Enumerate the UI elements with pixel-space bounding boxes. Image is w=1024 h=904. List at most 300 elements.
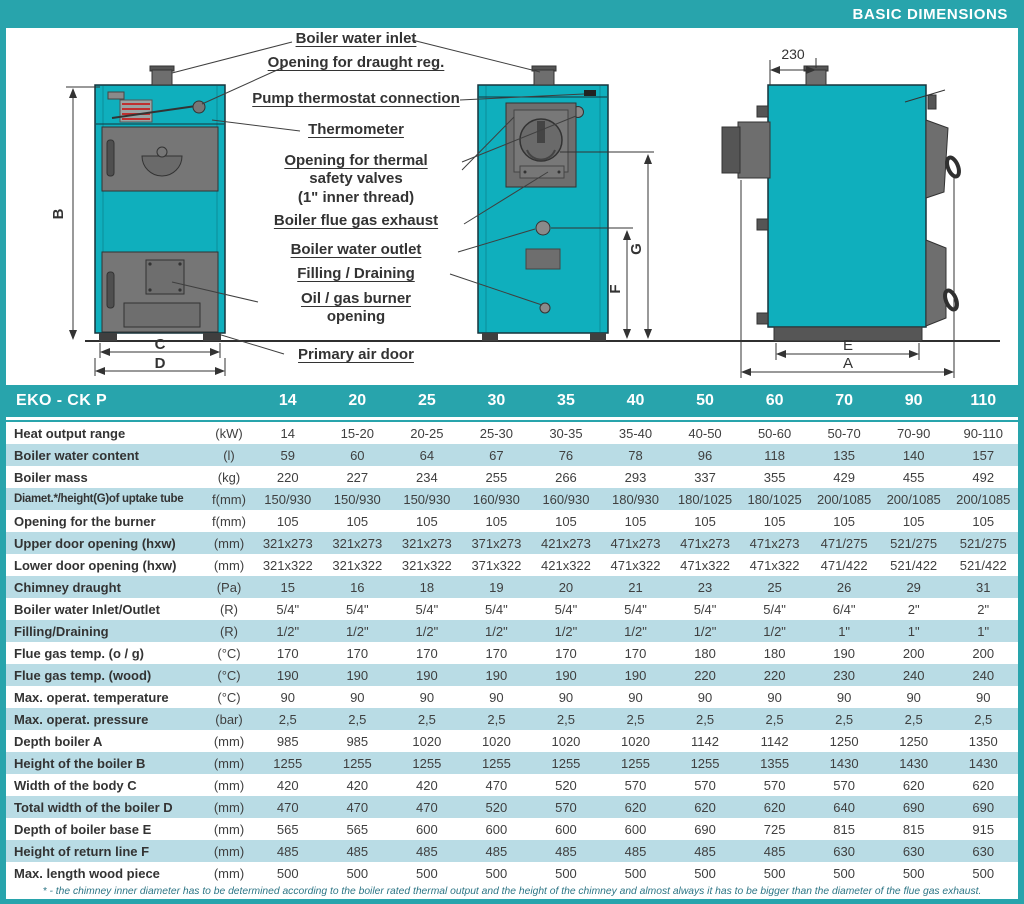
- pump-thermostat-connection: [584, 90, 596, 96]
- cell-value: 1350: [968, 733, 998, 749]
- cell-value: 620: [902, 777, 925, 793]
- model-column-header: 35: [557, 392, 575, 409]
- cell-value: 170: [485, 645, 508, 661]
- cell-value: 1020: [551, 733, 581, 749]
- cell-value: 5/4": [763, 601, 786, 617]
- cell-value: 1250: [829, 733, 859, 749]
- cell-value: 1255: [342, 755, 372, 771]
- row-unit: (kW): [215, 425, 243, 441]
- cell-value: 321x273: [332, 535, 383, 551]
- cell-value: 21: [628, 579, 643, 595]
- cell-value: 50-60: [757, 425, 792, 441]
- cell-value: 565: [276, 821, 299, 837]
- table-row: [6, 730, 1018, 752]
- table-row: [6, 554, 1018, 576]
- spec-table-header: [0, 385, 1024, 417]
- cell-value: 1142: [760, 733, 789, 749]
- cell-value: 521/275: [890, 535, 938, 551]
- cell-value: 16: [350, 579, 365, 595]
- cell-value: 67: [489, 447, 504, 463]
- lower-door-side: [926, 240, 946, 326]
- cell-value: 500: [902, 865, 925, 881]
- callout-flue-gas-exhaust: Boiler flue gas exhaust: [273, 212, 439, 229]
- cell-value: 1020: [481, 733, 511, 749]
- callout-opening-draught-reg: Opening for draught reg.: [267, 54, 445, 71]
- primary-air-door: [124, 303, 200, 327]
- cell-value: 190: [485, 667, 508, 683]
- row-unit: (°C): [217, 645, 241, 661]
- cell-value: 90: [906, 689, 921, 705]
- cell-value: 190: [624, 667, 647, 683]
- table-row: [6, 444, 1018, 466]
- cell-value: 170: [416, 645, 438, 661]
- cell-value: 2,5: [417, 711, 436, 727]
- row-unit: (mm): [213, 777, 245, 793]
- table-row: [6, 422, 1018, 444]
- row-unit: (bar): [215, 711, 243, 727]
- cell-value: 421x273: [541, 535, 591, 551]
- flue-pipe: [722, 122, 770, 178]
- boiler-water-outlet: [536, 221, 550, 235]
- cell-value: 485: [763, 843, 786, 859]
- cell-value: 565: [346, 821, 369, 837]
- row-label: Width of the body C: [14, 777, 137, 793]
- cell-value: 5/4": [693, 601, 717, 617]
- cell-value: 40-50: [688, 425, 722, 441]
- cell-value: 1/2": [554, 623, 578, 639]
- cell-value: 26: [836, 579, 852, 595]
- cell-value: 1020: [621, 733, 650, 749]
- row-unit: (°C): [217, 689, 241, 705]
- cell-value: 5/4": [415, 601, 439, 617]
- cell-value: 915: [972, 821, 995, 837]
- cell-value: 570: [763, 777, 786, 793]
- cell-value: 1": [838, 623, 851, 639]
- cell-value: 2,5: [487, 711, 506, 727]
- cell-value: 600: [624, 821, 647, 837]
- cell-value: 25-30: [479, 425, 514, 441]
- rating-plate: [526, 249, 560, 269]
- table-row: [6, 862, 1018, 884]
- table-row: [6, 598, 1018, 620]
- cell-value: 630: [972, 843, 995, 859]
- table-row: [6, 488, 1018, 510]
- cell-value: 570: [624, 777, 647, 793]
- cell-value: 96: [697, 447, 713, 463]
- cell-value: 1255: [481, 755, 511, 771]
- row-unit: (mm): [213, 755, 245, 771]
- cell-value: 355: [763, 469, 786, 485]
- cell-value: 20: [558, 579, 574, 595]
- callout-thermal-safety-valves: Opening for thermal safety valves (1" inner thread): [284, 152, 428, 206]
- row-unit: (kg): [217, 469, 241, 485]
- cell-value: 160/930: [472, 491, 520, 507]
- cell-value: 190: [833, 645, 855, 661]
- callout-pump-thermostat-connection: Pump thermostat connection: [252, 90, 460, 107]
- cell-value: 471x273: [749, 535, 800, 551]
- cell-value: 470: [485, 777, 508, 793]
- table-row: [6, 708, 1018, 730]
- cell-value: 1/2": [345, 623, 369, 639]
- cell-value: 190: [416, 667, 438, 683]
- cell-value: 90: [697, 689, 713, 705]
- cell-value: 15-20: [340, 425, 374, 441]
- cell-value: 140: [902, 447, 925, 463]
- cell-value: 420: [346, 777, 369, 793]
- cell-value: 500: [346, 865, 369, 881]
- flue-gas-exhaust-panel: [506, 103, 576, 187]
- cell-value: 90: [350, 689, 365, 705]
- model-column-header: 25: [417, 392, 436, 409]
- cell-value: 90: [489, 689, 504, 705]
- cell-value: 135: [833, 447, 855, 463]
- cell-value: 180: [694, 645, 716, 661]
- row-label: Diamet.*/height(G)of uptake tube: [14, 493, 184, 505]
- cell-value: 105: [624, 513, 647, 529]
- cell-value: 985: [346, 733, 369, 749]
- cell-value: 1355: [760, 755, 790, 771]
- row-label: Max. operat. pressure: [14, 711, 149, 727]
- cell-value: 1255: [412, 755, 442, 771]
- cell-value: 985: [276, 733, 299, 749]
- table-row: [6, 774, 1018, 796]
- cell-value: 429: [833, 469, 855, 485]
- cell-value: 2,5: [278, 711, 297, 727]
- row-unit: (mm): [213, 557, 245, 573]
- table-row: [6, 620, 1018, 642]
- cell-value: 35-40: [618, 425, 653, 441]
- cell-value: 600: [416, 821, 438, 837]
- cell-value: 200/1085: [886, 491, 941, 507]
- cell-value: 170: [624, 645, 647, 661]
- cell-value: 180/1025: [677, 491, 733, 507]
- cell-value: 220: [276, 469, 299, 485]
- cell-value: 105: [763, 513, 786, 529]
- cell-value: 19: [489, 579, 504, 595]
- dim-label-E: E: [842, 337, 854, 354]
- cell-value: 25: [767, 579, 782, 595]
- cell-value: 1/2": [276, 623, 300, 639]
- cell-value: 1430: [899, 755, 929, 771]
- boiler-side-view: [722, 66, 961, 341]
- cell-value: 105: [833, 513, 855, 529]
- cell-value: 220: [694, 667, 716, 683]
- table-row: [6, 466, 1018, 488]
- table-row: [6, 532, 1018, 554]
- model-column-header: 14: [278, 392, 297, 409]
- cell-value: 500: [276, 865, 299, 881]
- cell-value: 570: [555, 799, 577, 815]
- cell-value: 471x322: [749, 557, 800, 573]
- cell-value: 90-110: [963, 425, 1003, 441]
- cell-value: 485: [416, 843, 438, 859]
- cell-value: 815: [902, 821, 925, 837]
- model-column-header: 20: [348, 392, 367, 409]
- cell-value: 420: [276, 777, 299, 793]
- cell-value: 180: [763, 645, 786, 661]
- cell-value: 118: [764, 447, 785, 463]
- cell-value: 630: [902, 843, 925, 859]
- cell-value: 2": [977, 601, 990, 617]
- cell-value: 630: [833, 843, 855, 859]
- cell-value: 190: [276, 667, 299, 683]
- row-unit: (mm): [213, 799, 245, 815]
- cell-value: 5/4": [554, 601, 578, 617]
- cell-value: 76: [558, 447, 574, 463]
- row-unit: (mm): [213, 865, 245, 881]
- cell-value: 2,5: [348, 711, 367, 727]
- cell-value: 20-25: [410, 425, 444, 441]
- cell-value: 2,5: [835, 711, 854, 727]
- cell-value: 620: [694, 799, 716, 815]
- cell-value: 90: [767, 689, 782, 705]
- row-unit: (l): [223, 447, 235, 463]
- cell-value: 18: [419, 579, 435, 595]
- cell-value: 90: [975, 689, 991, 705]
- footnote: * - the chimney inner diameter has to be determined according to the boiler rated thermal output and the height of the chimney and almost always it has to be bigger than the diameter of the flue gas exhaust.: [6, 884, 1018, 899]
- cell-value: 471x273: [680, 535, 730, 551]
- spec-table-body: [6, 422, 1018, 884]
- cell-value: 1255: [621, 755, 650, 771]
- cell-value: 485: [694, 843, 716, 859]
- table-row: [6, 818, 1018, 840]
- cell-value: 150/930: [333, 491, 381, 507]
- cell-value: 600: [485, 821, 508, 837]
- cell-value: 29: [906, 579, 921, 595]
- cell-value: 470: [276, 799, 299, 815]
- cell-value: 5/4": [276, 601, 300, 617]
- cell-value: 2,5: [904, 711, 923, 727]
- cell-value: 180/1025: [747, 491, 802, 507]
- cell-value: 620: [972, 777, 995, 793]
- row-label: Depth of boiler base E: [14, 821, 152, 837]
- cell-value: 1142: [691, 733, 720, 749]
- row-label: Heat output range: [14, 425, 126, 441]
- cell-value: 227: [346, 469, 369, 485]
- cell-value: 485: [555, 843, 577, 859]
- table-row: [6, 576, 1018, 598]
- cell-value: 190: [346, 667, 369, 683]
- cell-value: 200/1085: [817, 491, 872, 507]
- cell-value: 620: [763, 799, 786, 815]
- cell-value: 1": [977, 623, 990, 639]
- door-handle-upper: [945, 156, 962, 178]
- upper-door-side: [926, 120, 948, 198]
- cell-value: 170: [555, 645, 577, 661]
- row-unit: f(mm): [212, 513, 246, 529]
- table-row: [6, 664, 1018, 686]
- cell-value: 70-90: [897, 425, 931, 441]
- cell-value: 371x273: [471, 535, 522, 551]
- dim-label-F: F: [607, 284, 624, 294]
- row-label: Opening for the burner: [14, 513, 156, 529]
- cell-value: 150/930: [403, 491, 451, 507]
- callout-filling-draining: Filling / Draining: [297, 265, 415, 282]
- cell-value: 485: [624, 843, 647, 859]
- table-row: [6, 686, 1018, 708]
- cell-value: 455: [902, 469, 925, 485]
- row-label: Boiler water content: [14, 447, 139, 463]
- cell-value: 190: [555, 667, 577, 683]
- row-label: Upper door opening (hxw): [14, 535, 176, 551]
- row-unit: (mm): [213, 535, 245, 551]
- cell-value: 1/2": [624, 623, 647, 639]
- table-row: [6, 840, 1018, 862]
- cell-value: 15: [280, 579, 295, 595]
- cell-value: 421x322: [541, 557, 591, 573]
- row-label: Lower door opening (hxw): [14, 557, 177, 573]
- callout-boiler-water-outlet: Boiler water outlet: [290, 241, 422, 258]
- model-column-header: 70: [835, 392, 854, 409]
- row-label: Filling/Draining: [14, 623, 109, 639]
- dim-label-G: G: [628, 243, 645, 255]
- cell-value: 90: [628, 689, 643, 705]
- model-column-header: 50: [696, 392, 714, 409]
- cell-value: 420: [416, 777, 438, 793]
- cell-value: 1/2": [415, 623, 439, 639]
- upper-door: [102, 127, 218, 191]
- callout-primary-air-door: Primary air door: [298, 346, 414, 363]
- cell-value: 78: [628, 447, 643, 463]
- cell-value: 220: [763, 667, 786, 683]
- water-inlet-stub-back: [534, 70, 554, 85]
- table-row: [6, 796, 1018, 818]
- cell-value: 157: [972, 447, 995, 463]
- row-label: Flue gas temp. (wood): [14, 667, 152, 683]
- cell-value: 200: [902, 645, 925, 661]
- boiler-front-view: [95, 66, 225, 341]
- cell-value: 640: [833, 799, 855, 815]
- cell-value: 690: [902, 799, 925, 815]
- cell-value: 485: [346, 843, 369, 859]
- row-unit: (mm): [213, 821, 245, 837]
- cell-value: 321x322: [332, 557, 383, 573]
- cell-value: 90: [419, 689, 435, 705]
- cell-value: 690: [694, 821, 716, 837]
- cell-value: 5/4": [624, 601, 647, 617]
- dim-label-A: A: [842, 355, 854, 372]
- row-unit: (R): [219, 623, 239, 639]
- cell-value: 60: [350, 447, 365, 463]
- cell-value: 520: [555, 777, 577, 793]
- cell-value: 240: [972, 667, 995, 683]
- cell-value: 1/2": [485, 623, 508, 639]
- top-banner: [0, 0, 1024, 28]
- cell-value: 1250: [899, 733, 929, 749]
- cell-value: 30-35: [549, 425, 583, 441]
- dim-label-B: B: [50, 208, 67, 220]
- callout-oil-gas-burner-opening: Oil / gas burner opening: [300, 290, 412, 326]
- cell-value: 5/4": [485, 601, 508, 617]
- table-row: [6, 510, 1018, 532]
- row-label: Depth boiler A: [14, 733, 103, 749]
- cell-value: 1/2": [763, 623, 786, 639]
- cell-value: 1430: [829, 755, 859, 771]
- cell-value: 620: [624, 799, 647, 815]
- cell-value: 500: [416, 865, 438, 881]
- lower-door: [102, 252, 218, 332]
- row-label: Flue gas temp. (o / g): [14, 645, 145, 661]
- cell-value: 59: [280, 447, 295, 463]
- cell-value: 234: [416, 469, 438, 485]
- cell-value: 160/930: [542, 491, 590, 507]
- cell-value: 471/422: [820, 557, 868, 573]
- callout-boiler-water-inlet: Boiler water inlet: [295, 30, 417, 47]
- callout-thermometer: Thermometer: [308, 121, 404, 138]
- row-label: Max. operat. temperature: [14, 689, 169, 705]
- cell-value: 105: [485, 513, 508, 529]
- row-unit: (mm): [213, 843, 245, 859]
- cell-value: 105: [276, 513, 299, 529]
- cell-value: 1430: [968, 755, 998, 771]
- cell-value: 521/275: [959, 535, 1007, 551]
- cell-value: 690: [972, 799, 995, 815]
- cell-value: 23: [697, 579, 713, 595]
- cell-value: 105: [902, 513, 925, 529]
- diagram-canvas: [6, 28, 1018, 385]
- cell-value: 90: [558, 689, 574, 705]
- page-title: BASIC DIMENSIONS: [852, 5, 1008, 23]
- cell-value: 1255: [273, 755, 303, 771]
- row-label: Height of return line F: [14, 843, 150, 859]
- cell-value: 50-70: [827, 425, 861, 441]
- cell-value: 470: [346, 799, 369, 815]
- cell-value: 2,5: [556, 711, 575, 727]
- model-column-header: 40: [626, 392, 645, 409]
- cell-value: 240: [902, 667, 925, 683]
- model-column-header: 90: [904, 392, 923, 409]
- cell-value: 725: [763, 821, 786, 837]
- draught-regulator-knob: [193, 101, 205, 113]
- cell-value: 521/422: [959, 557, 1007, 573]
- table-title: EKO - CK P: [16, 392, 108, 409]
- model-column-header: 60: [765, 392, 784, 409]
- cell-value: 2": [907, 601, 920, 617]
- cell-value: 150/930: [264, 491, 312, 507]
- cell-value: 471x322: [610, 557, 661, 573]
- cell-value: 521/422: [890, 557, 938, 573]
- row-label: Boiler mass: [14, 469, 88, 485]
- cell-value: 105: [555, 513, 577, 529]
- dim-label-230: 230: [781, 46, 805, 62]
- cell-value: 500: [485, 865, 508, 881]
- cell-value: 90: [836, 689, 852, 705]
- cell-value: 90: [280, 689, 295, 705]
- cell-value: 170: [346, 645, 369, 661]
- cell-value: 492: [972, 469, 995, 485]
- dim-label-C: C: [154, 336, 166, 353]
- dim-label-D: D: [154, 355, 166, 372]
- cell-value: 570: [694, 777, 716, 793]
- table-row: [6, 752, 1018, 774]
- cell-value: 600: [555, 821, 577, 837]
- cell-value: 500: [624, 865, 647, 881]
- cell-value: 6/4": [832, 601, 856, 617]
- cell-value: 2,5: [765, 711, 784, 727]
- row-label: Max. length wood piece: [14, 865, 160, 881]
- cell-value: 200/1085: [956, 491, 1011, 507]
- row-label: Boiler water Inlet/Outlet: [14, 601, 160, 617]
- cell-value: 471/275: [820, 535, 868, 551]
- cell-value: 321x322: [262, 557, 313, 573]
- cell-value: 500: [833, 865, 855, 881]
- cell-value: 2,5: [696, 711, 715, 727]
- row-unit: (°C): [217, 667, 241, 683]
- cell-value: 14: [280, 425, 295, 441]
- cell-value: 485: [485, 843, 508, 859]
- cell-value: 520: [485, 799, 508, 815]
- cell-value: 105: [346, 513, 369, 529]
